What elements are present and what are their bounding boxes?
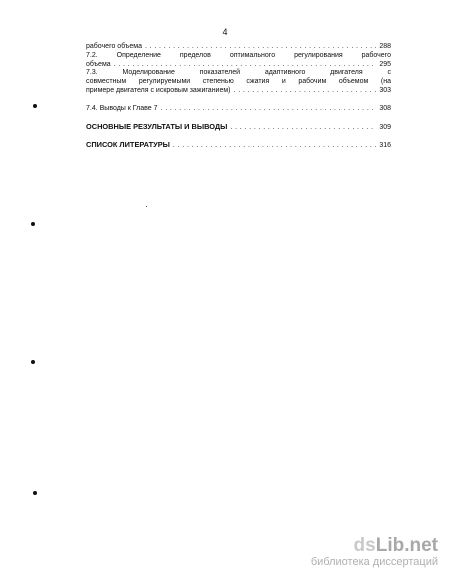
table-of-contents — [86, 43, 391, 151]
toc-page-number: 316 — [379, 142, 391, 150]
toc-entry-7-3 — [86, 69, 391, 95]
toc-page-number: 288 — [379, 43, 391, 50]
toc-entry-text: рабочего объема — [86, 43, 142, 50]
toc-entry-7-1-continued — [86, 43, 391, 52]
toc-entry-text: 7.3. Моделирование показателей адаптивного двигателя с — [86, 69, 391, 77]
toc-entry-references — [86, 141, 391, 151]
scan-speck — [146, 206, 147, 207]
binding-hole-mark — [31, 360, 35, 364]
leader-dots — [161, 105, 377, 114]
toc-entry-7-4 — [86, 105, 391, 114]
toc-entry-text: объема — [86, 60, 111, 68]
toc-entry-text: 7.2. Определение пределов оптимального регулирования рабочего — [86, 51, 391, 59]
toc-entry-7-2 — [86, 52, 391, 70]
binding-hole-mark — [33, 104, 37, 108]
toc-entry-text: совместным регулируемыми степенью сжатия и рабочим объемом (на — [86, 78, 391, 86]
watermark-logo: dsLib.net — [353, 535, 438, 556]
toc-page-number: 295 — [379, 60, 391, 68]
toc-page-number: 308 — [379, 104, 391, 112]
toc-entry-text: СПИСОК ЛИТЕРАТУРЫ — [86, 140, 170, 150]
leader-dots — [234, 87, 377, 96]
leader-dots — [145, 43, 376, 52]
toc-page-number: 309 — [379, 123, 391, 131]
toc-page-number: 303 — [379, 86, 391, 94]
leader-dots — [173, 142, 376, 151]
toc-entry-results — [86, 123, 391, 133]
leader-dots — [230, 124, 376, 133]
toc-entry-text: ОСНОВНЫЕ РЕЗУЛЬТАТЫ И ВЫВОДЫ — [86, 121, 228, 131]
toc-entry-text: 7.4. Выводы к Главе 7 — [86, 104, 158, 112]
page-number: 4 — [222, 27, 228, 37]
watermark — [311, 536, 438, 569]
binding-hole-mark — [33, 491, 37, 495]
watermark-tagline: библиотека диссертаций — [310, 556, 438, 568]
binding-hole-mark — [31, 222, 35, 226]
toc-entry-text: примере двигателя с искровым зажиганием) — [86, 86, 231, 94]
